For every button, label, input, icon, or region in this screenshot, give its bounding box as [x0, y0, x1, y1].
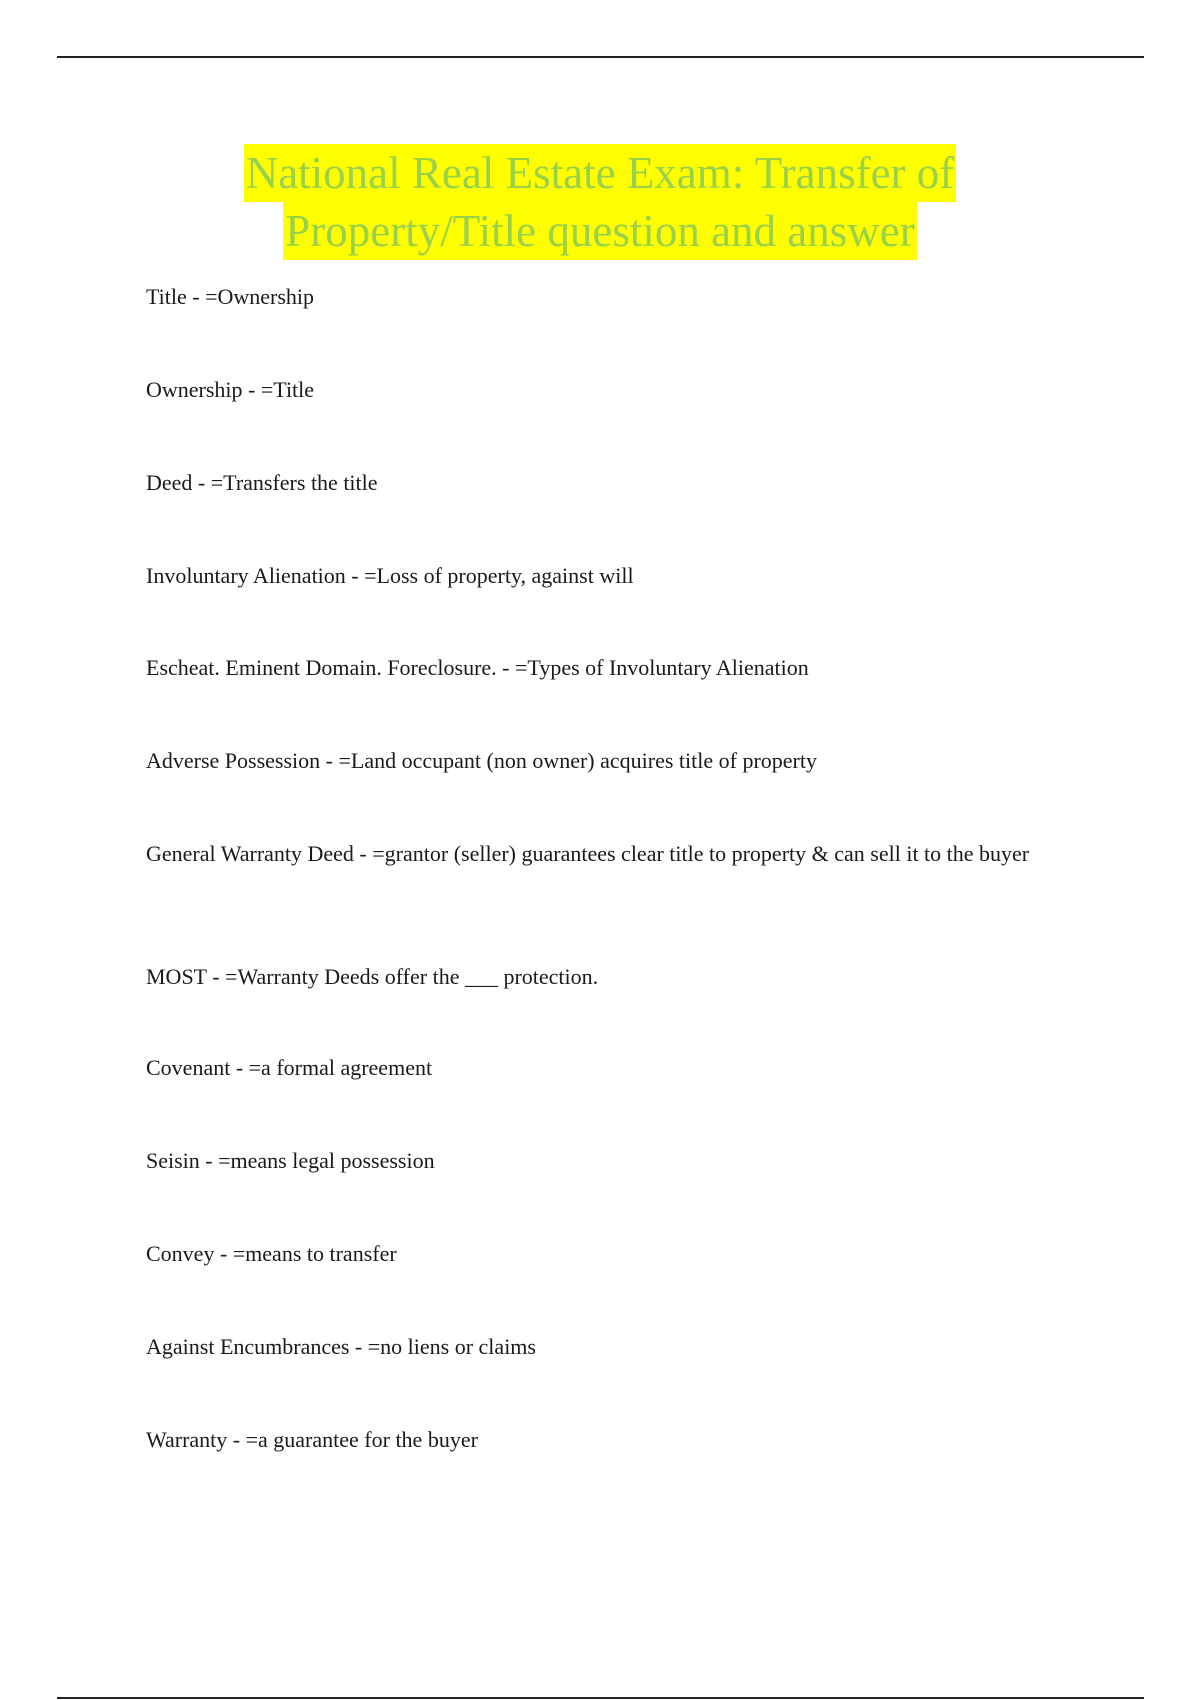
title-line-2: Property/Title question and answer: [283, 202, 917, 260]
document-title: [120, 144, 1080, 260]
qa-entry-involuntary-alienation: Involuntary Alienation - =Loss of property, against will: [146, 563, 634, 588]
qa-entry-title: Title - =Ownership: [146, 284, 315, 309]
top-rule: [57, 56, 1144, 58]
title-line-1: National Real Estate Exam: Transfer of: [244, 144, 957, 202]
qa-entry-general-warranty-deed: General Warranty Deed - =grantor (seller) guarantees clear title to property & can sell it to the buyer: [146, 841, 1030, 866]
qa-entry-adverse-possession: Adverse Possession - =Land occupant (non owner) acquires title of property: [146, 748, 817, 773]
qa-entry-against-encumbrances: Against Encumbrances - =no liens or claims: [146, 1334, 536, 1359]
qa-entry-convey: Convey - =means to transfer: [146, 1241, 397, 1266]
qa-entry-warranty: Warranty - =a guarantee for the buyer: [146, 1427, 478, 1452]
qa-entry-deed: Deed - =Transfers the title: [146, 470, 378, 495]
bottom-rule: [57, 1697, 1144, 1699]
qa-entry-seisin: Seisin - =means legal possession: [146, 1148, 435, 1173]
qa-entry-escheat: Escheat. Eminent Domain. Foreclosure. - =Types of Involuntary Alienation: [146, 655, 809, 680]
qa-entry-ownership: Ownership - =Title: [146, 377, 315, 402]
qa-entry-covenant: Covenant - =a formal agreement: [146, 1055, 433, 1080]
qa-entry-most: MOST - =Warranty Deeds offer the ___ protection.: [146, 964, 599, 989]
